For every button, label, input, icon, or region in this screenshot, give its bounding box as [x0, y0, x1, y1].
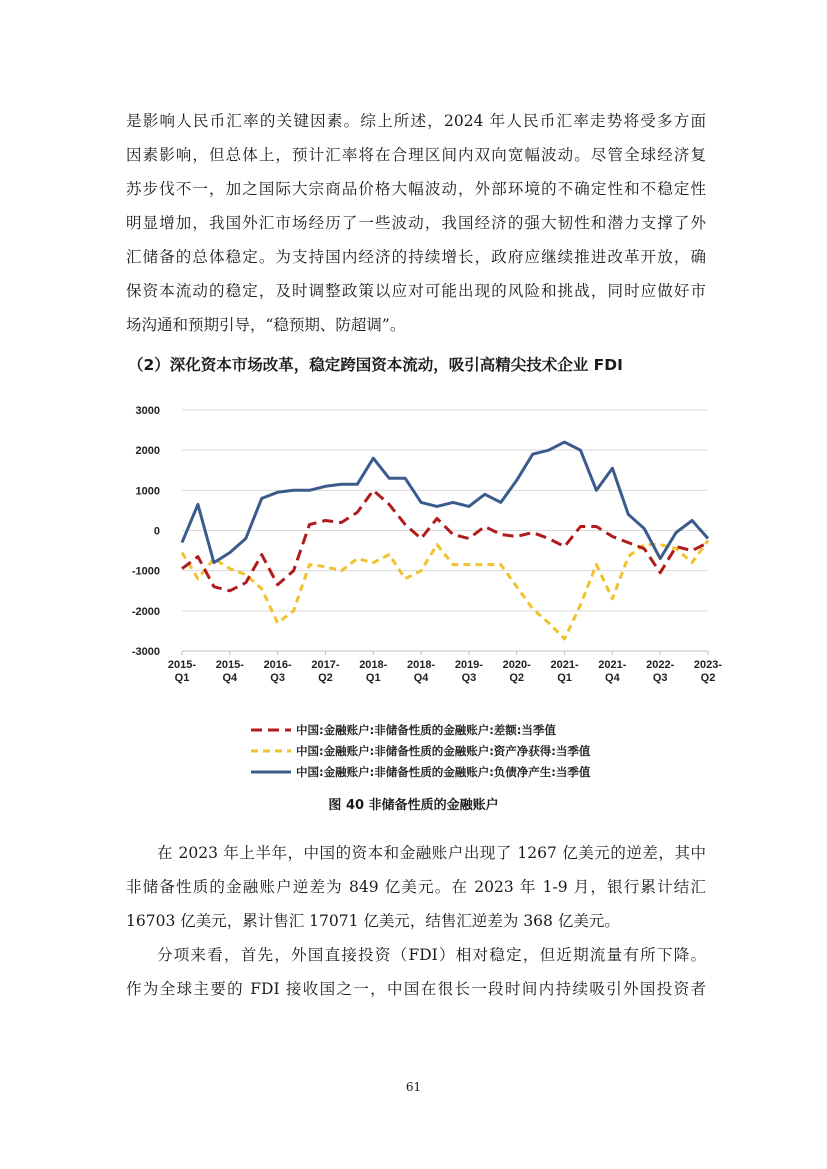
line-chart	[130, 398, 730, 783]
x-tick-label: Q1	[174, 672, 190, 684]
x-tick-label: 2016-	[263, 659, 292, 671]
paragraph-1	[126, 104, 706, 342]
legend-label: 中国:金融账户:非储备性质的金融账户:资产净获得:当季值	[296, 744, 591, 758]
legend-label: 中国:金融账户:非储备性质的金融账户:差额:当季值	[296, 723, 556, 737]
paragraph-3-line: 分项来看，首先，外国直接投资（FDI）相对稳定，但近期流量有所下降。	[157, 946, 706, 964]
x-tick-label: 2023-	[693, 659, 723, 671]
series-line	[182, 442, 708, 562]
x-tick-label: Q2	[700, 672, 716, 684]
y-tick-label: -1000	[131, 565, 160, 578]
paragraph-3	[126, 938, 706, 1006]
paragraph-1-line: 场沟通和预期引导，“稳预期、防超调”。	[126, 316, 406, 334]
x-tick-label: Q3	[270, 672, 285, 684]
x-tick-label: 2018-	[359, 659, 388, 671]
x-tick-label: 2018-	[407, 659, 436, 671]
y-tick-label: 3000	[135, 405, 160, 417]
x-tick-label: Q1	[557, 672, 572, 684]
x-tick-label: 2022-	[646, 659, 675, 671]
x-tick-label: Q3	[652, 672, 668, 684]
paragraph-1-line: 苏步伐不一，加之国际大宗商品价格大幅波动，外部环境的不确定性和不稳定性	[126, 180, 706, 198]
x-tick-label: Q2	[509, 672, 525, 684]
x-tick-label: Q4	[222, 672, 238, 684]
paragraph-1-line: 保资本流动的稳定，及时调整政策以应对可能出现的风险和挑战，同时应做好市	[126, 282, 706, 300]
paragraph-2-line: 16703 亿美元，累计售汇 17071 亿美元，结售汇逆差为 368 亿美元。	[126, 912, 620, 930]
paragraph-1-line: 明显增加，我国外汇市场经历了一些波动，我国经济的强大韧性和潜力支撑了外	[126, 214, 706, 232]
x-tick-label: 2021-	[598, 659, 627, 671]
x-tick-label: Q3	[461, 672, 477, 684]
y-tick-label: -3000	[131, 646, 160, 658]
paragraph-1-line: 因素影响，但总体上，预计汇率将在合理区间内双向宽幅波动。尽管全球经济复	[126, 146, 706, 164]
x-tick-label: 2015-	[167, 659, 197, 671]
paragraph-2	[126, 836, 706, 938]
paragraph-1-line: 汇储备的总体稳定。为支持国内经济的持续增长，政府应继续推进改革开放，确	[126, 248, 706, 266]
x-tick-label: Q2	[318, 672, 333, 684]
x-tick-label: 2020-	[502, 659, 531, 671]
paragraph-2-line: 在 2023 年上半年，中国的资本和金融账户出现了 1267 亿美元的逆差，其中	[157, 844, 706, 862]
x-tick-label: 2021-	[550, 659, 579, 671]
page-number: 61	[405, 1080, 422, 1094]
y-tick-label: 2000	[135, 445, 160, 458]
x-tick-label: Q1	[365, 672, 381, 684]
section-heading: （2）深化资本市场改革，稳定跨国资本流动，吸引高精尖技术企业 FDI	[128, 356, 623, 374]
paragraph-2-line: 非储备性质的金融账户逆差为 849 亿美元。在 2023 年 1-9 月，银行累计结汇	[126, 878, 706, 896]
legend-label: 中国:金融账户:非储备性质的金融账户:负债净产生:当季值	[296, 765, 591, 779]
y-tick-label: 0	[153, 525, 160, 538]
x-tick-label: Q4	[413, 672, 429, 684]
paragraph-3-line: 作为全球主要的 FDI 接收国之一，中国在很长一段时间内持续吸引外国投资者	[126, 980, 706, 998]
x-tick-label: 2017-	[311, 659, 340, 671]
x-tick-label: 2019-	[454, 659, 483, 671]
y-tick-label: 1000	[135, 485, 160, 498]
x-tick-label: 2015-	[215, 659, 244, 671]
x-tick-label: Q4	[605, 672, 620, 684]
paragraph-1-line: 是影响人民币汇率的关键因素。综上所述，2024 年人民币汇率走势将受多方面	[126, 112, 706, 130]
y-tick-label: -2000	[131, 605, 160, 618]
figure-caption: 图 40 非储备性质的金融账户	[328, 798, 499, 813]
